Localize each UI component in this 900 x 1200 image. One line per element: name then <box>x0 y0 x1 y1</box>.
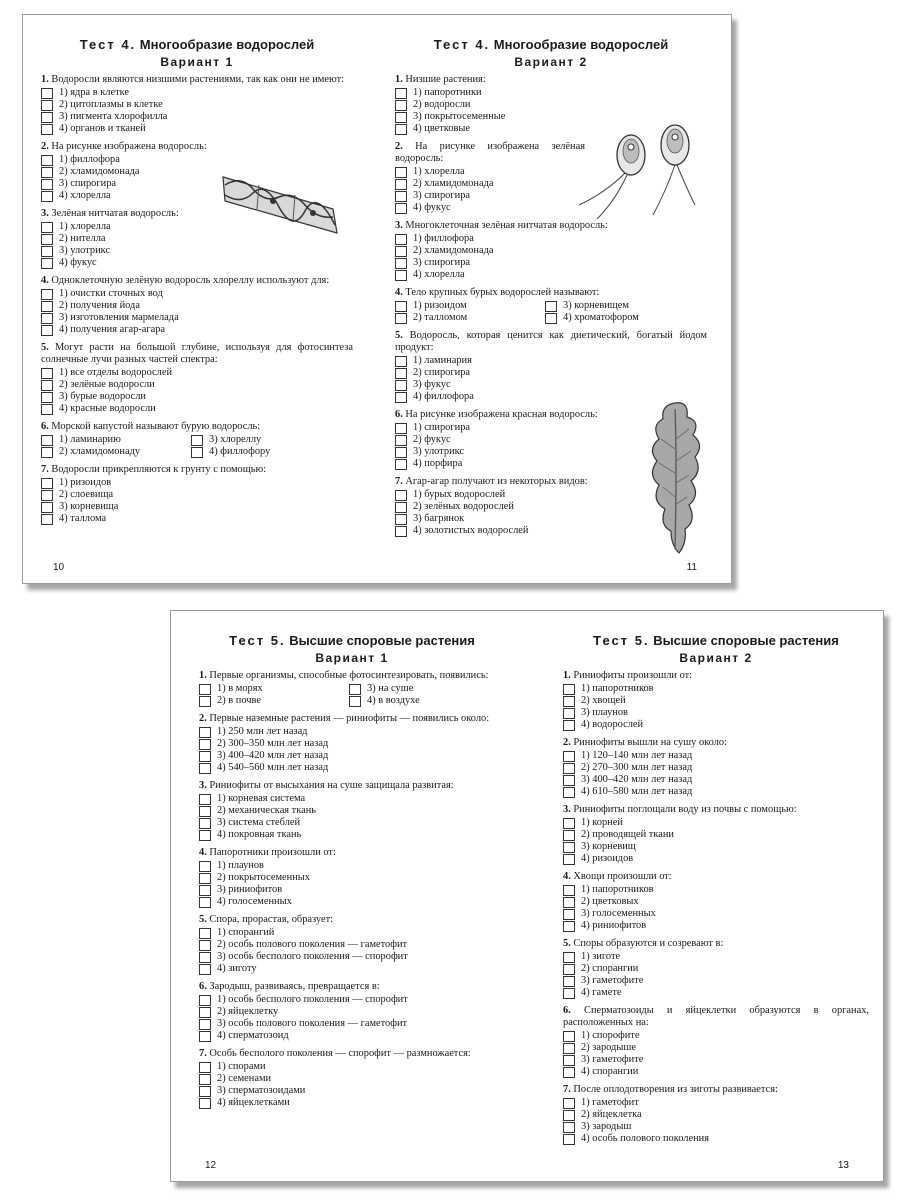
checkbox[interactable] <box>563 988 575 999</box>
checkbox[interactable] <box>563 1043 575 1054</box>
answer-option[interactable]: 4) зиготу <box>199 963 505 975</box>
checkbox[interactable] <box>41 325 53 336</box>
page-number: 13 <box>837 1160 849 1171</box>
answer-option[interactable]: 3) пигмента хлорофилла <box>41 111 353 123</box>
checkbox[interactable] <box>41 392 53 403</box>
answer-option[interactable]: 4) хлорелла <box>395 269 707 281</box>
checkbox[interactable] <box>349 696 361 707</box>
checkbox[interactable] <box>395 258 407 269</box>
answer-option[interactable]: 2) водоросли <box>395 99 707 111</box>
answer-option[interactable]: 3) риниофитов <box>199 884 505 896</box>
answer-option[interactable]: 2) фукус <box>395 434 707 446</box>
answer-option[interactable]: 3) особь полового поколения — гаметофит <box>199 1018 505 1030</box>
question-4: 4. Папоротники произошли от: 1) плаунов 2) покрытосеменных 3) риниофитов 4) голосеменных <box>199 847 505 908</box>
answer-option[interactable]: 2) особь полового поколения — гаметофит <box>199 939 505 951</box>
answer-option[interactable]: 1) спорофите <box>563 1030 869 1042</box>
answer-option[interactable]: 1) хлорелла <box>41 221 353 233</box>
page-12 <box>199 633 505 1115</box>
answer-option[interactable]: 3) хлореллу <box>191 434 353 446</box>
workbook-spread-test-4 <box>22 14 732 584</box>
checkbox[interactable] <box>563 921 575 932</box>
checkbox[interactable] <box>41 167 53 178</box>
checkbox[interactable] <box>199 1062 211 1073</box>
checkbox[interactable] <box>395 502 407 513</box>
answer-option[interactable]: 1) очистки сточных вод <box>41 288 353 300</box>
checkbox[interactable] <box>41 258 53 269</box>
answer-option[interactable]: 1) в морях <box>199 683 349 695</box>
answer-option[interactable]: 1) бурых водорослей <box>395 489 707 501</box>
checkbox[interactable] <box>41 246 53 257</box>
question-3: 3. Зелёная нитчатая водоросль: 1) хлорелла 2) нителла 3) улотрикс 4) фукус <box>41 208 353 269</box>
checkbox[interactable] <box>395 356 407 367</box>
answer-option[interactable]: 1) хлорелла <box>395 166 707 178</box>
question-3: 3. Риниофиты поглощали воду из почвы с помощью: 1) корней 2) проводящей ткани 3) корневищ 4) ризоидов <box>563 804 869 865</box>
answer-option[interactable]: 1) корневая система <box>199 793 505 805</box>
checkbox[interactable] <box>395 112 407 123</box>
checkbox[interactable] <box>563 684 575 695</box>
checkbox[interactable] <box>395 435 407 446</box>
answer-option[interactable]: 3) на суше <box>349 683 505 695</box>
checkbox[interactable] <box>395 88 407 99</box>
checkbox[interactable] <box>191 435 203 446</box>
variant-heading: Вариант 2 <box>679 651 753 665</box>
question-5: 5. Спора, прорастая, образует: 1) спорангий 2) особь полового поколения — гаметофит 3) особь бесполого поколения — спорофит 4) зиготу <box>199 914 505 975</box>
checkbox[interactable] <box>349 684 361 695</box>
checkbox[interactable] <box>563 1098 575 1109</box>
question-7: 7. Особь бесполого поколения — спорофит — размножается: 1) спорами 2) семенами 3) сперматозоидами 4) яйцеклетками <box>199 1048 505 1109</box>
answer-option[interactable]: 4) голосеменных <box>199 896 505 908</box>
question-6: 6. Зародыш, развиваясь, превращается в: 1) особь бесполого поколения — спорофит 2) яйцеклетку 3) особь полового поколения — гаметофит 4) сперматозоид <box>199 981 505 1042</box>
answer-option[interactable]: 2) спорангии <box>563 963 869 975</box>
answer-option[interactable]: 2) цитоплазмы в клетке <box>41 99 353 111</box>
page-10 <box>41 37 353 531</box>
answer-option[interactable]: 1) корней <box>563 817 869 829</box>
checkbox[interactable] <box>563 842 575 853</box>
answer-option[interactable]: 3) корневища <box>41 501 353 513</box>
checkbox[interactable] <box>563 763 575 774</box>
checkbox[interactable] <box>563 897 575 908</box>
checkbox[interactable] <box>563 854 575 865</box>
page-number: 10 <box>53 562 65 573</box>
answer-option[interactable]: 4) хроматофором <box>545 312 707 324</box>
answer-option[interactable]: 1) плаунов <box>199 860 505 872</box>
answer-option[interactable]: 4) ризоидов <box>563 853 869 865</box>
checkbox[interactable] <box>41 155 53 166</box>
checkbox[interactable] <box>41 124 53 135</box>
answer-option[interactable]: 2) 300–350 млн лет назад <box>199 738 505 750</box>
checkbox[interactable] <box>41 191 53 202</box>
answer-option[interactable]: 1) 250 млн лет назад <box>199 726 505 738</box>
answer-option[interactable]: 3) гаметофите <box>563 1054 869 1066</box>
answer-option[interactable]: 1) особь бесполого поколения — спорофит <box>199 994 505 1006</box>
answer-option[interactable]: 2) покрытосеменных <box>199 872 505 884</box>
answer-option[interactable]: 2) 270–300 млн лет назад <box>563 762 869 774</box>
question-3: 3. Риниофиты от высыхания на суше защищала развитая: 1) корневая система 2) механическая ткань 3) система стеблей 4) покровная ткань <box>199 780 505 841</box>
question-1: 1. Риниофиты произошли от: 1) папоротников 2) хвощей 3) плаунов 4) водорослей <box>563 670 869 731</box>
checkbox[interactable] <box>395 514 407 525</box>
question-7: 7. После оплодотворения из зиготы развивается: 1) гаметофит 2) яйцеклетка 3) зародыш 4) особь полового поколения <box>563 1084 869 1145</box>
answer-option[interactable]: 1) 120–140 млн лет назад <box>563 750 869 762</box>
checkbox[interactable] <box>563 775 575 786</box>
answer-option[interactable]: 3) спирогира <box>395 190 707 202</box>
answer-option[interactable]: 4) особь полового поколения <box>563 1133 869 1145</box>
answer-option[interactable]: 2) зародыше <box>563 1042 869 1054</box>
answer-option[interactable]: 4) хлорелла <box>41 190 353 202</box>
answer-option[interactable]: 2) слоевища <box>41 489 353 501</box>
answer-option[interactable]: 4) 540–560 млн лет назад <box>199 762 505 774</box>
checkbox[interactable] <box>199 928 211 939</box>
checkbox[interactable] <box>41 222 53 233</box>
checkbox[interactable] <box>395 203 407 214</box>
answer-option[interactable]: 2) хламидомонада <box>41 166 353 178</box>
answer-option[interactable]: 3) улотрикс <box>41 245 353 257</box>
page-number: 12 <box>205 1160 217 1171</box>
variant-heading: Вариант 1 <box>315 651 389 665</box>
answer-option[interactable]: 4) фукус <box>41 257 353 269</box>
checkbox[interactable] <box>41 514 53 525</box>
checkbox[interactable] <box>395 392 407 403</box>
checkbox[interactable] <box>199 751 211 762</box>
checkbox[interactable] <box>545 313 557 324</box>
checkbox[interactable] <box>395 124 407 135</box>
checkbox[interactable] <box>199 727 211 738</box>
checkbox[interactable] <box>191 447 203 458</box>
answer-option[interactable]: 1) зиготе <box>563 951 869 963</box>
answer-option[interactable]: 4) органов и тканей <box>41 123 353 135</box>
answer-option[interactable]: 3) гаметофите <box>563 975 869 987</box>
answer-option[interactable]: 4) золотистых водорослей <box>395 525 707 537</box>
checkbox[interactable] <box>199 873 211 884</box>
answer-option[interactable]: 4) порфира <box>395 458 707 470</box>
answer-option[interactable]: 4) покровная ткань <box>199 829 505 841</box>
checkbox[interactable] <box>199 940 211 951</box>
checkbox[interactable] <box>199 861 211 872</box>
answer-option[interactable]: 4) риниофитов <box>563 920 869 932</box>
checkbox[interactable] <box>41 234 53 245</box>
checkbox[interactable] <box>41 502 53 513</box>
answer-option[interactable]: 3) фукус <box>395 379 707 391</box>
checkbox[interactable] <box>563 720 575 731</box>
answer-option[interactable]: 2) хвощей <box>563 695 869 707</box>
checkbox[interactable] <box>563 818 575 829</box>
spirogyra-illustration <box>221 171 339 241</box>
answer-option[interactable]: 2) механическая ткань <box>199 805 505 817</box>
answer-option[interactable]: 3) зародыш <box>563 1121 869 1133</box>
checkbox[interactable] <box>563 1055 575 1066</box>
checkbox[interactable] <box>395 313 407 324</box>
workbook-spread-test-5 <box>170 610 884 1182</box>
checkbox[interactable] <box>563 1031 575 1042</box>
question-2: 2. На рисунке изображена водоросль: 1) филлофора 2) хламидомонада 3) спирогира 4) хлорелла <box>41 141 353 202</box>
checkbox[interactable] <box>41 100 53 111</box>
checkbox[interactable] <box>545 301 557 312</box>
checkbox[interactable] <box>41 435 53 446</box>
answer-option[interactable]: 1) папоротники <box>395 87 707 99</box>
answer-option[interactable]: 4) яйцеклетками <box>199 1097 505 1109</box>
checkbox[interactable] <box>199 1074 211 1085</box>
question-5: 5. Водоросль, которая ценится как диетический, богатый йодом продукт: 1) ламинария 2) спирогира 3) фукус 4) филлофора <box>395 330 707 402</box>
answer-option[interactable]: 1) спорами <box>199 1061 505 1073</box>
checkbox[interactable] <box>395 234 407 245</box>
checkbox[interactable] <box>563 1134 575 1145</box>
question-2: 2. Риниофиты вышли на сушу около: 1) 120–140 млн лет назад 2) 270–300 млн лет назад 3) 400–420 млн лет назад 4) 610–580 млн лет назад <box>563 737 869 798</box>
answer-option[interactable]: 3) багрянок <box>395 513 707 525</box>
answer-option[interactable]: 3) корневищем <box>545 300 707 312</box>
answer-option[interactable]: 1) спорангий <box>199 927 505 939</box>
answer-option[interactable]: 3) спирогира <box>41 178 353 190</box>
checkbox[interactable] <box>199 952 211 963</box>
checkbox[interactable] <box>199 696 211 707</box>
checkbox[interactable] <box>563 964 575 975</box>
checkbox[interactable] <box>199 818 211 829</box>
answer-option[interactable]: 2) хламидомонаду <box>41 446 191 458</box>
test-title: Тест 4. Многообразие водорослей <box>433 37 669 52</box>
checkbox[interactable] <box>199 964 211 975</box>
checkbox[interactable] <box>395 490 407 501</box>
checkbox[interactable] <box>41 88 53 99</box>
checkbox[interactable] <box>395 246 407 257</box>
answer-option[interactable]: 2) зелёные водоросли <box>41 379 353 391</box>
test-title: Тест 4. Многообразие водорослей <box>79 37 315 52</box>
answer-option[interactable]: 1) спирогира <box>395 422 707 434</box>
answer-option[interactable]: 4) водорослей <box>563 719 869 731</box>
checkbox[interactable] <box>395 167 407 178</box>
variant-heading: Вариант 1 <box>160 55 234 69</box>
answer-option[interactable]: 2) семенами <box>199 1073 505 1085</box>
answer-option[interactable]: 2) яйцеклетку <box>199 1006 505 1018</box>
question-4: 4. Хвощи произошли от: 1) папоротников 2) цветковых 3) голосеменных 4) риниофитов <box>563 871 869 932</box>
checkbox[interactable] <box>199 1031 211 1042</box>
checkbox[interactable] <box>41 112 53 123</box>
answer-option[interactable]: 2) зелёных водорослей <box>395 501 707 513</box>
checkbox[interactable] <box>41 380 53 391</box>
checkbox[interactable] <box>199 1019 211 1030</box>
checkbox[interactable] <box>563 976 575 987</box>
checkbox[interactable] <box>199 806 211 817</box>
answer-option[interactable]: 3) корневищ <box>563 841 869 853</box>
checkbox[interactable] <box>199 1007 211 1018</box>
question-3: 3. Многоклеточная зелёная нитчатая водоросль: 1) филлофора 2) хламидомонада 3) спирогира 4) хлорелла <box>395 220 707 281</box>
checkbox[interactable] <box>41 313 53 324</box>
test-title: Тест 5. Высшие споровые растения <box>229 633 475 648</box>
checkbox[interactable] <box>563 787 575 798</box>
answer-option[interactable]: 3) 400–420 млн лет назад <box>563 774 869 786</box>
checkbox[interactable] <box>199 794 211 805</box>
checkbox[interactable] <box>41 490 53 501</box>
page-number: 11 <box>686 562 697 573</box>
answer-option[interactable]: 2) нителла <box>41 233 353 245</box>
checkbox[interactable] <box>395 380 407 391</box>
answer-option[interactable]: 3) система стеблей <box>199 817 505 829</box>
answer-option[interactable]: 4) получения агар-агара <box>41 324 353 336</box>
answer-option[interactable]: 1) папоротников <box>563 884 869 896</box>
question-6: 6. Сперматозоиды и яйцеклетки образуются в органах, расположенных на: 1) спорофите 2) зародыше 3) гаметофите 4) спорангии <box>563 1005 869 1077</box>
checkbox[interactable] <box>395 368 407 379</box>
page-13 <box>563 633 869 1151</box>
answer-option[interactable]: 1) папоротников <box>563 683 869 695</box>
checkbox[interactable] <box>395 447 407 458</box>
checkbox[interactable] <box>41 404 53 415</box>
answer-option[interactable]: 3) особь бесполого поколения — спорофит <box>199 951 505 963</box>
answer-option[interactable]: 2) спирогира <box>395 367 707 379</box>
answer-option[interactable]: 1) ламинария <box>395 355 707 367</box>
checkbox[interactable] <box>563 885 575 896</box>
answer-option[interactable]: 2) получения йода <box>41 300 353 312</box>
answer-option[interactable]: 4) фукус <box>395 202 707 214</box>
checkbox[interactable] <box>41 179 53 190</box>
answer-option[interactable]: 4) филлофору <box>191 446 353 458</box>
checkbox[interactable] <box>41 447 53 458</box>
checkbox[interactable] <box>563 1122 575 1133</box>
checkbox[interactable] <box>395 301 407 312</box>
answer-option[interactable]: 2) талломом <box>395 312 545 324</box>
answer-option[interactable]: 4) в воздухе <box>349 695 505 707</box>
answer-option[interactable]: 4) гамете <box>563 987 869 999</box>
question-7: 7. Агар-агар получают из некоторых видов: 1) бурых водорослей 2) зелёных водорослей 3) багрянок 4) золотистых водорослей <box>395 476 707 537</box>
chlamydomonas-illustration <box>575 123 705 223</box>
question-7: 7. Водоросли прикрепляются к грунту с помощью: 1) ризоидов 2) слоевища 3) корневища 4) таллома <box>41 464 353 525</box>
answer-option[interactable]: 4) красные водоросли <box>41 403 353 415</box>
answer-option[interactable]: 1) филлофора <box>395 233 707 245</box>
question-5: 5. Споры образуются и созревают в: 1) зиготе 2) спорангии 3) гаметофите 4) гамете <box>563 938 869 999</box>
question-6: 6. Морской капустой называют бурую водоросль: 1) ламинарию 3) хлореллу 2) хламидомонаду 4) филлофору <box>41 421 353 458</box>
checkbox[interactable] <box>199 995 211 1006</box>
answer-option[interactable]: 1) филлофора <box>41 154 353 166</box>
answer-option[interactable]: 2) хламидомонада <box>395 178 707 190</box>
answer-option[interactable]: 1) ламинарию <box>41 434 191 446</box>
answer-option[interactable]: 3) изготовления мармелада <box>41 312 353 324</box>
checkbox[interactable] <box>199 763 211 774</box>
checkbox[interactable] <box>563 1067 575 1078</box>
checkbox[interactable] <box>199 684 211 695</box>
answer-option[interactable]: 3) спирогира <box>395 257 707 269</box>
checkbox[interactable] <box>395 270 407 281</box>
checkbox[interactable] <box>41 289 53 300</box>
answer-option[interactable]: 1) ризоидов <box>41 477 353 489</box>
answer-option[interactable]: 4) сперматозоид <box>199 1030 505 1042</box>
question-5: 5. Могут расти на большой глубине, используя для фотосинтеза солнечные лучи разных частей спектра: 1) все отделы водорослей 2) зелёные водоросли 3) бурые водоросли 4) красные водоросли <box>41 342 353 414</box>
answer-option[interactable]: 4) таллома <box>41 513 353 525</box>
checkbox[interactable] <box>563 751 575 762</box>
question-1: 1. Первые организмы, способные фотосинтезировать, появились: 1) в морях 3) на суше 2) в почве 4) в воздухе <box>199 670 505 707</box>
checkbox[interactable] <box>41 478 53 489</box>
checkbox[interactable] <box>563 952 575 963</box>
answer-option[interactable]: 1) все отделы водорослей <box>41 367 353 379</box>
answer-option[interactable]: 2) яйцеклетка <box>563 1109 869 1121</box>
question-2: 2. На рисунке изображена зелёная водоросль: 1) хлорелла 2) хламидомонада 3) спирогира 4) фукус <box>395 141 707 214</box>
checkbox[interactable] <box>199 830 211 841</box>
checkbox[interactable] <box>41 301 53 312</box>
answer-option[interactable]: 3) улотрикс <box>395 446 707 458</box>
question-1: 1. Водоросли являются низшими растениями, так как они не имеют: 1) ядра в клетке 2) цитоплазмы в клетке 3) пигмента хлорофилла 4) органов и тканей <box>41 74 353 135</box>
answer-option[interactable]: 1) ризоидом <box>395 300 545 312</box>
checkbox[interactable] <box>563 830 575 841</box>
checkbox[interactable] <box>563 708 575 719</box>
answer-option[interactable]: 3) голосеменных <box>563 908 869 920</box>
checkbox[interactable] <box>41 368 53 379</box>
question-4: 4. Тело крупных бурых водорослей называют: 1) ризоидом 3) корневищем 2) талломом 4) хроматофором <box>395 287 707 324</box>
checkbox[interactable] <box>395 459 407 470</box>
answer-option[interactable]: 4) 610–580 млн лет назад <box>563 786 869 798</box>
test-title: Тест 5. Высшие споровые растения <box>593 633 839 648</box>
answer-option[interactable]: 3) плаунов <box>563 707 869 719</box>
checkbox[interactable] <box>395 179 407 190</box>
checkbox[interactable] <box>199 1086 211 1097</box>
answer-option[interactable]: 4) цветковые <box>395 123 707 135</box>
red-algae-illustration <box>645 399 707 557</box>
answer-option[interactable]: 1) гаметофит <box>563 1097 869 1109</box>
checkbox[interactable] <box>199 1098 211 1109</box>
answer-option[interactable]: 4) филлофора <box>395 391 707 403</box>
checkbox[interactable] <box>563 909 575 920</box>
answer-option[interactable]: 3) покрытосеменные <box>395 111 707 123</box>
answer-option[interactable]: 2) в почве <box>199 695 349 707</box>
answer-option[interactable]: 3) 400–420 млн лет назад <box>199 750 505 762</box>
checkbox[interactable] <box>563 1110 575 1121</box>
checkbox[interactable] <box>395 526 407 537</box>
question-1: 1. Низшие растения: 1) папоротники 2) водоросли 3) покрытосеменные 4) цветковые <box>395 74 707 135</box>
question-2: 2. Первые наземные растения — риниофиты — появились около: 1) 250 млн лет назад 2) 300–350 млн лет назад 3) 400–420 млн лет назад 4) 540–560 млн лет назад <box>199 713 505 774</box>
checkbox[interactable] <box>395 191 407 202</box>
answer-option[interactable]: 3) бурые водоросли <box>41 391 353 403</box>
answer-option[interactable]: 2) цветковых <box>563 896 869 908</box>
checkbox[interactable] <box>395 423 407 434</box>
checkbox[interactable] <box>199 897 211 908</box>
checkbox[interactable] <box>199 739 211 750</box>
answer-option[interactable]: 4) спорангии <box>563 1066 869 1078</box>
answer-option[interactable]: 2) проводящей ткани <box>563 829 869 841</box>
checkbox[interactable] <box>395 100 407 111</box>
checkbox[interactable] <box>563 696 575 707</box>
variant-heading: Вариант 2 <box>514 55 588 69</box>
checkbox[interactable] <box>199 885 211 896</box>
question-4: 4. Одноклеточную зелёную водоросль хлореллу используют для: 1) очистки сточных вод 2) получения йода 3) изготовления мармелада 4) получения агар-агара <box>41 275 353 336</box>
answer-option[interactable]: 3) сперматозоидами <box>199 1085 505 1097</box>
answer-option[interactable]: 2) хламидомонада <box>395 245 707 257</box>
question-6: 6. На рисунке изображена красная водоросль: 1) спирогира 2) фукус 3) улотрикс 4) порфира <box>395 409 707 470</box>
answer-option[interactable]: 1) ядра в клетке <box>41 87 353 99</box>
